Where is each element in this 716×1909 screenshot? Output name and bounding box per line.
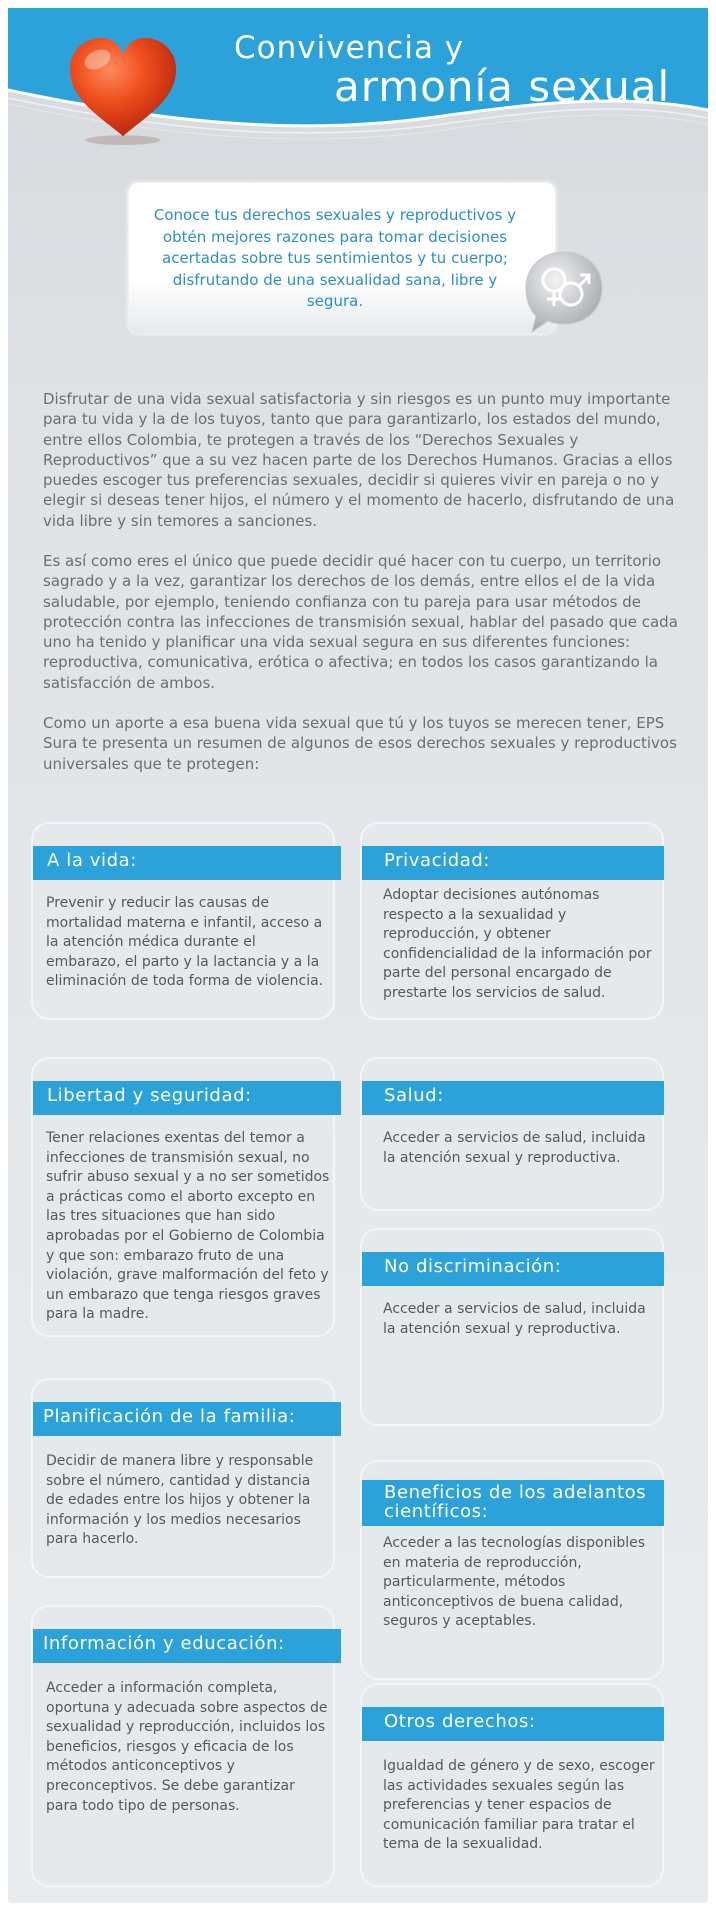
right-card-text: Acceder a información completa, oportuna y adecuada sobre aspectos de sexualidad y reproducción, incluidos los beneficios, riesgos y eficacia de los métodos anticonceptivos y preconceptivos. Se debe garantizar para todo tipo de personas. bbox=[46, 1680, 328, 1814]
right-card-text: Acceder a servicios de salud, incluida la atención sexual y reproductiva. bbox=[383, 1130, 646, 1166]
page-title-line2: armonía sexual bbox=[334, 62, 671, 111]
right-card-title: Planificación de la familia: bbox=[33, 1402, 341, 1436]
right-card-title: Libertad y seguridad: bbox=[33, 1081, 341, 1115]
paragraph-2: Es así como eres el único que puede decidir qué hacer con tu cuerpo, un territorio sagrado y a la vez, garantizar los derechos de los demás, entre ellos el de la vida saludable, por ejemplo, teniendo confianza con tu pareja para usar métodos de protección contra las infecciones de transmisión sexual, hablar del pasado que cada uno ha tenido y planificar una vida sexual segura en sus diferentes funciones: reproductiva, comunicativa, erótica o afectiva; en todos los casos garantizando la satisfacción de ambos. bbox=[43, 552, 678, 692]
right-card-text: Igualdad de género y de sexo, escoger las actividades sexuales según las preferencias y tener espacios de comunicación familiar para tratar el tema de la sexualidad. bbox=[383, 1758, 655, 1853]
right-card-title: A la vida: bbox=[33, 846, 341, 880]
right-card-title: Privacidad: bbox=[362, 846, 664, 880]
paragraph-3: Como un aporte a esa buena vida sexual que tú y los tuyos se merecen tener, EPS Sura te presenta un resumen de algunos de esos derechos sexuales y reproductivos universales que te protegen: bbox=[43, 714, 677, 773]
right-card bbox=[31, 822, 335, 1020]
right-card bbox=[31, 1378, 335, 1578]
right-card-title: Información y educación: bbox=[33, 1629, 341, 1663]
gender-symbols-icon bbox=[522, 248, 606, 336]
right-card bbox=[360, 1683, 664, 1887]
paragraph-1: Disfrutar de una vida sexual satisfactoria y sin riesgos es un punto muy importante para tu vida y la de los tuyos, tanto que para garantizarlo, los estados del mundo, entre ellos Colombia, te protegen a través de los “Derechos Sexuales y Reproductivos” que a su vez hacen parte de los Derechos Humanos. Gracias a ellos puedes escoger tus preferencias sexuales, decidir si quieres vivir en pareja o no y elegir si deseas tener hijos, el número y el momento de hacerlo, disfrutando de una vida libre y sin temores a sanciones. bbox=[43, 390, 675, 530]
right-card-title: No discriminación: bbox=[362, 1252, 664, 1286]
right-card-text: Acceder a servicios de salud, incluida la atención sexual y reproductiva. bbox=[383, 1301, 646, 1337]
right-card bbox=[360, 1460, 664, 1680]
right-card bbox=[360, 1228, 664, 1426]
right-card-title: Otros derechos: bbox=[362, 1707, 664, 1741]
right-card-text: Tener relaciones exentas del temor a infecciones de transmisión sexual, no sufrir abuso sexual y a no ser sometidos a prácticas como el aborto excepto en las tres situaciones que han sido aprobadas por el Gobierno de Colombia y que son: embarazo fruto de una violación, grave malformación del feto y un embarazo que tenga riesgos graves para la madre. bbox=[46, 1130, 330, 1323]
intro-text: Conoce tus derechos sexuales y reproductivos y obtén mejores razones para tomar decisiones acertadas sobre tus sentimientos y tu cuerpo; disfrutando de una sexualidad sana, libre y segura. bbox=[153, 206, 517, 310]
right-card bbox=[31, 1605, 335, 1887]
right-card-title: Salud: bbox=[362, 1081, 664, 1115]
heart-icon bbox=[64, 30, 182, 148]
right-card-text: Acceder a las tecnologías disponibles en materia de reproducción, particularmente, métodos anticonceptivos de buena calidad, seguros y aceptables. bbox=[383, 1535, 646, 1630]
page-title-line1: Convivencia y bbox=[234, 30, 465, 66]
right-card-title: Beneficios de los adelantos científicos: bbox=[362, 1480, 664, 1526]
right-card bbox=[31, 1057, 335, 1337]
right-card-text: Prevenir y reducir las causas de mortalidad materna e infantil, acceso a la atención médica durante el embarazo, el parto y la lactancia y a la eliminación de toda forma de violencia. bbox=[46, 895, 324, 990]
right-card-text: Adoptar decisiones autónomas respecto a la sexualidad y reproducción, y obtener confidencialidad de la información por parte del personal encargado de prestarte los servicios de salud. bbox=[383, 887, 652, 1001]
right-card-text: Decidir de manera libre y responsable sobre el número, cantidad y distancia de edades entre los hijos y obtener la información y los medios necesarios para hacerlo. bbox=[46, 1453, 314, 1548]
right-card bbox=[360, 822, 664, 1020]
right-card bbox=[360, 1057, 664, 1211]
